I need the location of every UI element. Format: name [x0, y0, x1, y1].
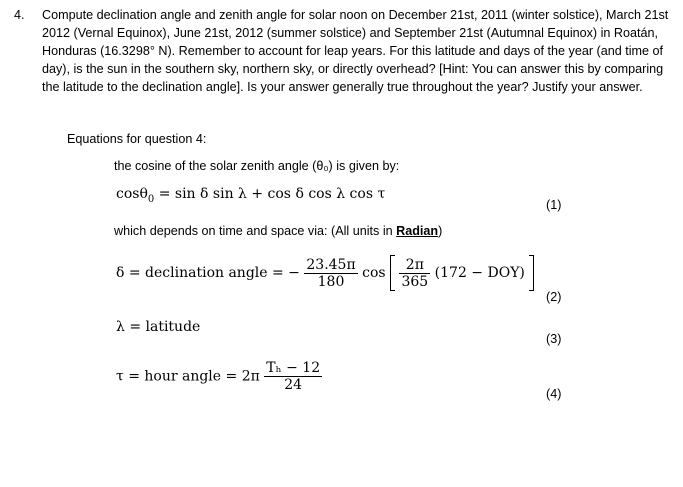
eq4-fraction: [264, 360, 322, 393]
question-number: 4.: [14, 8, 25, 22]
eq2-cos: cos: [362, 265, 386, 281]
eq2-frac-den: 180: [317, 273, 345, 290]
eq1-lhs-sub: 0: [147, 193, 155, 205]
depends-text: [114, 224, 442, 238]
question-4: [14, 6, 674, 96]
equation-4: [116, 360, 322, 393]
right-bracket: [529, 255, 534, 291]
depends-close: ): [438, 224, 443, 238]
equations-heading: Equations for question 4:: [67, 132, 207, 146]
depends-prefix: which depends on time and space via: (All units in: [114, 224, 397, 238]
equation-3-number: (3): [546, 332, 562, 346]
zenith-intro: the cosine of the solar zenith angle (θ₀) is given by:: [114, 159, 400, 173]
equation-1-number: (1): [546, 198, 562, 212]
eq2-inner-num: 2π: [399, 257, 430, 274]
equation-1: [116, 186, 385, 205]
equation-2-number: (2): [546, 290, 562, 304]
question-text: Compute declination angle and zenith angle for solar noon on December 21st, 2011 (winter solstice), March 21st 2012 (Vernal Equinox), June 21st, 2012 (summer solstice) and September 21st (Autumnal Equinox) in Roatán, Honduras (16.3298° N). Remember to account for leap years. For this latitude and days of the year (and time of day), is the sun in the southern sky, northern sky, or directly overhead? [Hint: You can answer this by comparing the latitude to the declination angle]. Is your answer generally true throughout the year? Justify your answer.: [42, 8, 669, 94]
eq4-frac-den: 24: [284, 377, 303, 393]
eq1-rhs: = sin δ sin λ + cos δ cos λ cos τ: [158, 186, 386, 202]
equation-4-number: (4): [546, 387, 562, 401]
equation-3: λ = latitude: [116, 319, 201, 335]
eq2-inner-den: 365: [401, 273, 429, 290]
eq2-lhs: δ = declination angle = −: [116, 265, 300, 281]
eq4-frac-num: Tₕ − 12: [266, 360, 321, 376]
equation-2: [116, 255, 534, 291]
eq2-inner-fraction: [399, 257, 430, 290]
radian-link[interactable]: Radian: [396, 224, 439, 238]
eq2-fraction: [304, 257, 357, 290]
eq2-frac-num: 23.45π: [306, 256, 356, 273]
eq4-lhs: τ = hour angle = 2π: [116, 368, 260, 385]
eq1-lhs: cosθ: [116, 186, 148, 202]
left-bracket: [390, 255, 395, 291]
eq2-inner-rest: (172 − DOY): [434, 265, 525, 281]
